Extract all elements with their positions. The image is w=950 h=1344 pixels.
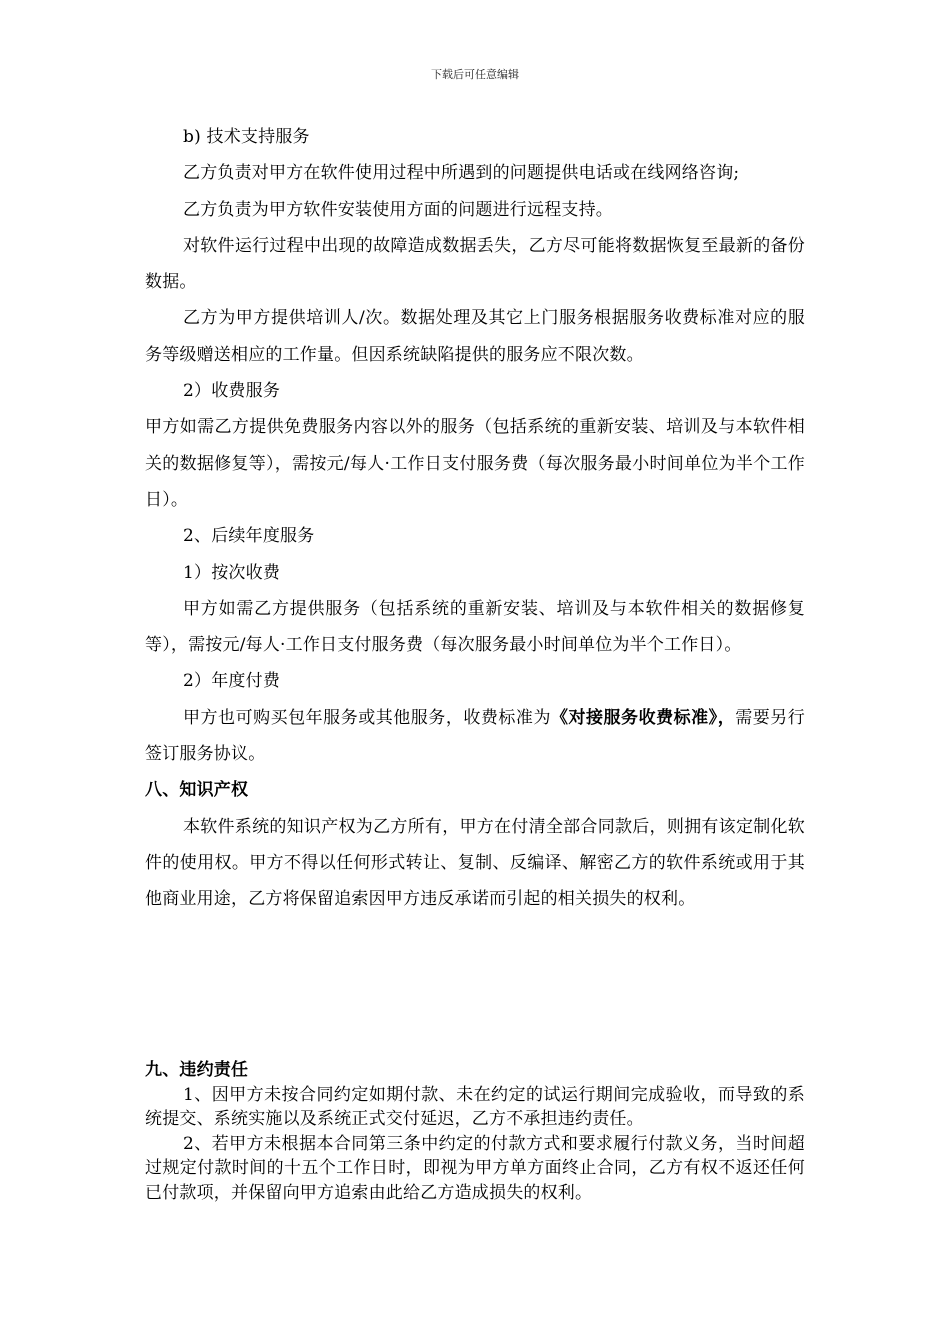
document-body bbox=[145, 119, 805, 918]
section-9-heading: 九、违约责任 bbox=[145, 1060, 249, 1080]
page-header-note: 下载后可任意编辑 bbox=[431, 68, 519, 81]
paragraph-per-use: 甲方如需乙方提供服务（包括系统的重新安装、培训及与本软件相关的数据修复等），需按元/每人·工作日支付服务费（每次服务最小时间单位为半个工作日）。 bbox=[145, 598, 805, 656]
section-9-item-1: 1、因甲方未按合同约定如期付款、未在约定的试运行期间完成验收，而导致的系统提交、系统实施以及系统正式交付延迟，乙方不承担违约责任。 bbox=[145, 1084, 805, 1129]
section-8-heading: 八、知识产权 bbox=[145, 780, 249, 801]
paragraph-data-recovery: 对软件运行过程中出现的故障造成数据丢失，乙方尽可能将数据恢复至最新的备份数据。 bbox=[145, 235, 805, 293]
section-9-item-2: 2、若甲方未根据本合同第三条中约定的付款方式和要求履行付款义务，当时间超过规定付款时间的十五个工作日时，即视为甲方单方面终止合同，乙方有权不返还任何已付款项，并保留向甲方追索由此给乙方造成损失的权利。 bbox=[145, 1133, 805, 1203]
paragraph-paid-service: 甲方如需乙方提供免费服务内容以外的服务（包括系统的重新安装、培训及与本软件相关的数据修复等），需按元/每人·工作日支付服务费（每次服务最小时间单位为半个工作日）。 bbox=[145, 417, 805, 510]
paragraph-annual-fee-title: 2）年度付费 bbox=[183, 671, 281, 692]
paragraph-per-use-title: 1）按次收费 bbox=[183, 562, 281, 583]
section-8-body: 本软件系统的知识产权为乙方所有，甲方在付清全部合同款后，则拥有该定制化软件的使用权。甲方不得以任何形式转让、复制、反编译、解密乙方的软件系统或用于其他商业用途，乙方将保留追索因甲方违反承诺而引起的相关损失的权利。 bbox=[145, 816, 805, 910]
paragraph-training: 乙方为甲方提供培训人/次。数据处理及其它上门服务根据服务收费标准对应的服务等级赠送相应的工作量。但因系统缺陷提供的服务应不限次数。 bbox=[145, 308, 805, 365]
annual-fee-text-before: 甲方也可购买包年服务或其他服务，收费标准为 bbox=[183, 707, 551, 728]
breach-section bbox=[145, 1058, 805, 1205]
paragraph-annual-fee bbox=[145, 700, 805, 773]
paragraph-remote-support: 乙方负责为甲方软件安装使用方面的问题进行远程支持。 bbox=[183, 199, 613, 220]
paragraph-phone-consult: 乙方负责对甲方在软件使用过程中所遇到的问题提供电话或在线网络咨询; bbox=[183, 163, 740, 184]
annual-fee-text-after: 需要另行签订服务协议。 bbox=[145, 707, 805, 765]
paragraph-paid-service-title: 2）收费服务 bbox=[183, 381, 281, 402]
fee-standard-reference: 《对接服务收费标准》， bbox=[550, 707, 736, 728]
paragraph-tech-support-title: b) 技术支持服务 bbox=[183, 127, 310, 147]
paragraph-annual-service-title: 2、后续年度服务 bbox=[183, 526, 315, 547]
